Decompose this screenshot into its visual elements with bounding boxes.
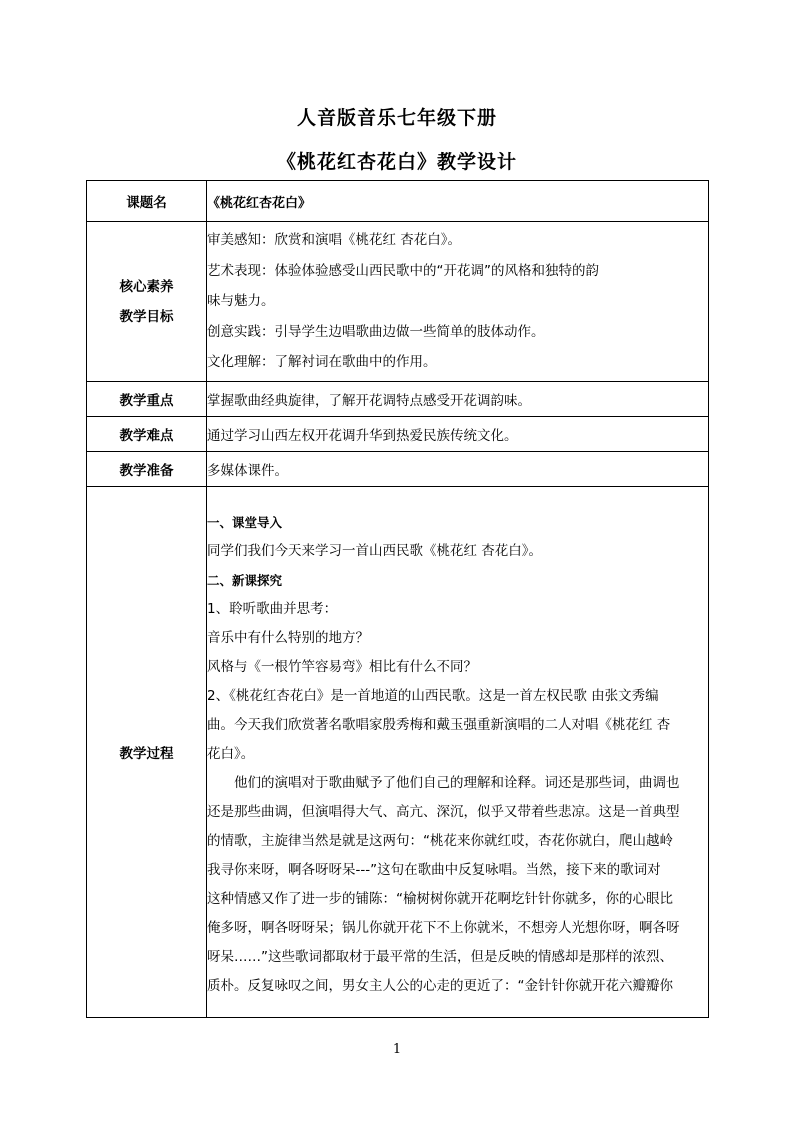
- process-line: 他们的演唱对于歌曲赋予了他们自己的理解和诠释。词还是那些词，曲调也: [234, 774, 680, 791]
- process-label: 教学过程: [87, 487, 207, 1018]
- preparation-value: 多媒体课件。: [207, 452, 709, 487]
- preparation-label: 教学准备: [87, 452, 207, 487]
- document-title-lesson: 《桃花红杏花白》教学设计: [276, 151, 517, 173]
- process-text: [207, 504, 708, 1001]
- goals-label-line1: 核心素养: [119, 278, 174, 295]
- process-line: 花白》。: [207, 745, 255, 762]
- goals-label-stack: [87, 272, 206, 332]
- key-points-label: 教学重点: [87, 382, 207, 417]
- process-line: 我寻你来呀，啊各呀呀呆---”这句在歌曲中反复咏唱。当然，接下来的歌词对: [207, 861, 661, 878]
- table-row-topic: [87, 181, 709, 222]
- difficulties-value: 通过学习山西左权开花调升华到热爱民族传统文化。: [207, 417, 709, 452]
- process-line: 1、聆听歌曲并思考：: [207, 600, 338, 617]
- lesson-plan-table: [86, 180, 709, 1018]
- goal-culture: 文化理解：了解衬词在歌曲中的作用。: [207, 354, 437, 371]
- process-line: 曲。今天我们欣赏著名歌唱家殷秀梅和戴玉强重新演唱的二人对唱《桃花红 杏: [207, 716, 671, 733]
- process-line: 同学们我们今天来学习一首山西民歌《桃花红 杏花白》。: [207, 542, 543, 559]
- process-line: 音乐中有什么特别的地方？: [207, 629, 369, 646]
- process-line: 质朴。反复咏叹之间，男女主人公的心走的更近了：“金针针你就开花六瓣瓣你: [207, 977, 673, 994]
- table-row-process: [87, 487, 709, 1018]
- process-line: 的情歌，主旋律当然是就是这两句：“桃花来你就红哎，杏花你就白，爬山越岭: [207, 832, 673, 849]
- difficulties-label: 教学难点: [87, 417, 207, 452]
- goals-label: [87, 222, 207, 382]
- key-points-value: 掌握歌曲经典旋律，了解开花调特点感受开花调韵味。: [207, 382, 709, 417]
- topic-label: 课题名: [87, 181, 207, 222]
- goal-practice: 创意实践：引导学生边唱歌曲边做一些简单的肢体动作。: [207, 323, 545, 340]
- process-line: 2、《桃花红杏花白》是一首地道的山西民歌。这是一首左权民歌 由张文秀编: [207, 687, 659, 704]
- goal-aesthetic: 审美感知：欣赏和演唱《桃花红 杏花白》。: [207, 232, 462, 249]
- section-heading-intro: 一、课堂导入: [207, 514, 283, 530]
- process-line: 呀呆……”这些歌词都取材于最平常的生活，但是反映的情感却是那样的浓烈、: [207, 948, 673, 965]
- section-heading-explore: 二、新课探究: [207, 572, 283, 588]
- process-line: 俺多呀，啊各呀呀呆；锅儿你就开花下不上你就米，不想旁人光想你呀，啊各呀: [207, 919, 680, 936]
- goal-expression-cont: 味与魅力。: [207, 293, 275, 310]
- goal-expression: 艺术表现：体验体验感受山西民歌中的“开花调”的风格和独特的韵: [207, 262, 599, 279]
- page-number: 1: [392, 1042, 402, 1057]
- process-line: 这种情感又作了进一步的铺陈：“榆树树你就开花啊圪针针你就多，你的心眼比: [207, 890, 673, 907]
- goals-content: [207, 222, 709, 382]
- process-content: [207, 487, 709, 1018]
- table-row-preparation: [87, 452, 709, 487]
- document-title-grade: 人音版音乐七年级下册: [296, 107, 497, 129]
- goals-label-line2: 教学目标: [119, 308, 174, 325]
- topic-value: 《桃花红杏花白》: [207, 181, 709, 222]
- table-row-goals: [87, 222, 709, 382]
- table-row-difficulties: [87, 417, 709, 452]
- table-row-key-points: [87, 382, 709, 417]
- process-line: 风格与《一根竹竿容易弯》相比有什么不同？: [207, 658, 477, 675]
- process-line: 还是那些曲调，但演唱得大气、高亢、深沉，似乎又带着些悲凉。这是一首典型: [207, 803, 680, 820]
